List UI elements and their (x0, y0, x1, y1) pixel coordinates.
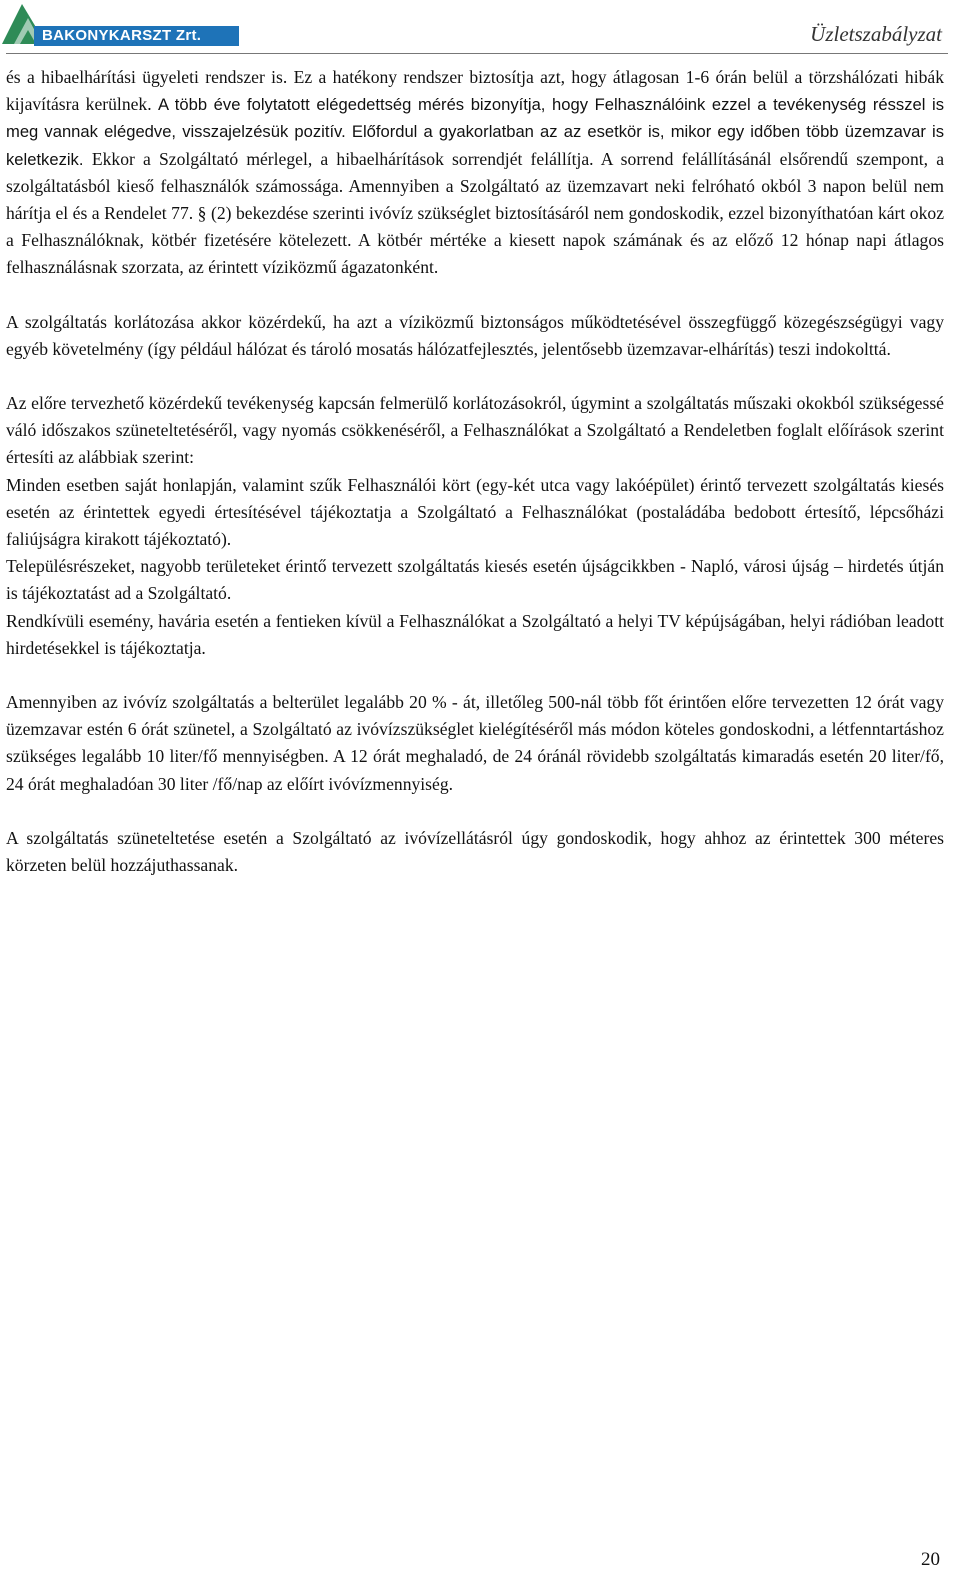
paragraph-water-supply-alternatives: Amennyiben az ivóvíz szolgáltatás a belterület legalább 20 % - át, illetőleg 500-nál több főt érintően előre tervezetten 12 órát vagy üzemzavar estén 6 órát szünetel, a Szolgáltató az ivóvízszükséglet kielégítéséről más módon köteles gondoskodni, a létfenntartáshoz szükséges legalább 10 liter/fő mennyiségben. A 12 órát meghaladó, de 24 óránál rövidebb szolgáltatás kimaradás esetén 20 liter/fő, 24 órát meghaladóan 30 liter /fő/nap az előírt ivóvízmennyiség. (6, 692, 944, 794)
header-divider (6, 53, 948, 54)
paragraph-text: A több éve folytatott elégedettség mérés bizonyítja, hogy Felhasználóink ezzel a tevékenység résszel is meg vannak elégedve, visszajelzésük pozitív. (6, 95, 944, 142)
paragraph-planned-restrictions: Az előre tervezhető közérdekű tevékenység kapcsán felmerülő korlátozásokról, úgymint a szolgáltatás műszaki okokból szükségessé váló időszakos szüneteltetéséről, vagy nyomás csökkenéséről, a Felhasználókat a Szolgáltató a Rendeletben foglalt előírások szerint értesíti az alábbiak szerint: (6, 393, 944, 468)
page-number: 20 (921, 1549, 940, 1570)
paragraph-notification-website: Minden esetben saját honlapján, valamint szűk Felhasználói kört (egy-két utca vagy lakóépület) érintő tervezett szolgáltatás kiesés esetén az érintettek egyedi értesítésével tájékoztatja a Szolgáltató a Felhasználókat (postaládába bedobott értesítő, lépcsőházi faliújságra kirakott tájékoztató). (6, 474, 944, 550)
paragraph-notification-emergency: Rendkívüli esemény, havária esetén a fentieken kívül a Felhasználókat a Szolgáltató a helyi TV képújságában, helyi rádióban leadott hirdetésekkel is tájékoztatja. (6, 610, 944, 658)
document-body (6, 64, 944, 879)
paragraph-public-interest-restriction: A szolgáltatás korlátozása akkor közérdekű, ha azt a víziközmű biztonságos működtetésével összegfüggő közegészségügyi vagy egyéb követelmény (így például hálózat és tároló mosatás hálózatfejlesztés, jelentősebb üzemzavar-elhárítás) teszi indokolttá. (6, 311, 944, 359)
page-header (0, 0, 960, 56)
paragraph-suspension-distance: A szolgáltatás szüneteltetése esetén a Szolgáltató az ivóvízellátásról úgy gondoskodik, hogy ahhoz az érintettek 300 méteres körzeten belül hozzájuthassanak. (6, 827, 944, 876)
paragraph-text: és a hibaelhárítási ügyeleti rendszer is. Ez a hatékony rendszer biztosítja azt, hogy átlagosan 1-6 órán belül a törzshálózati hibák kijavításra kerülnek. (6, 67, 944, 115)
paragraph-text: Előfordul a gyakorlatban az az esetkör is, mikor egy időben több üzemzavar is keletkezik. (6, 122, 944, 169)
logo-wordmark: BAKONYKARSZT Zrt. (34, 26, 239, 46)
document-title: Üzletszabályzat (810, 22, 942, 46)
paragraph-notification-newspaper: Településrészeket, nagyobb területeket érintő tervezett szolgáltatás kiesés esetén újságcikkben - Napló, városi újság – hirdetés útján is tájékoztatást ad a Szolgáltató. (6, 556, 944, 604)
company-logo (0, 0, 245, 48)
paragraph-fault-handling (6, 64, 944, 282)
paragraph-text: Ekkor a Szolgáltató mérlegel, a hibaelhárítások sorrendjét felállítja. A sorrend felállításánál elsőrendű szempont, a szolgáltatásból kieső felhasználók számossága. Amennyiben a Szolgáltató az üzemzavart neki felróható okból 3 napon belül nem hárítja el és a Rendelet 77. § (2) bekezdése szerinti ivóvíz szükséglet biztosításáról nem gondoskodik, ezzel bizonyíthatóan kárt okoz a Felhasználóknak, kötbér fizetésére kötelezett. A kötbér mértéke a kiesett napok számának és az előző 12 hónap napi átlagos felhasználásnak szorzata, az érintett víziközmű ágazatonként. (6, 148, 945, 278)
